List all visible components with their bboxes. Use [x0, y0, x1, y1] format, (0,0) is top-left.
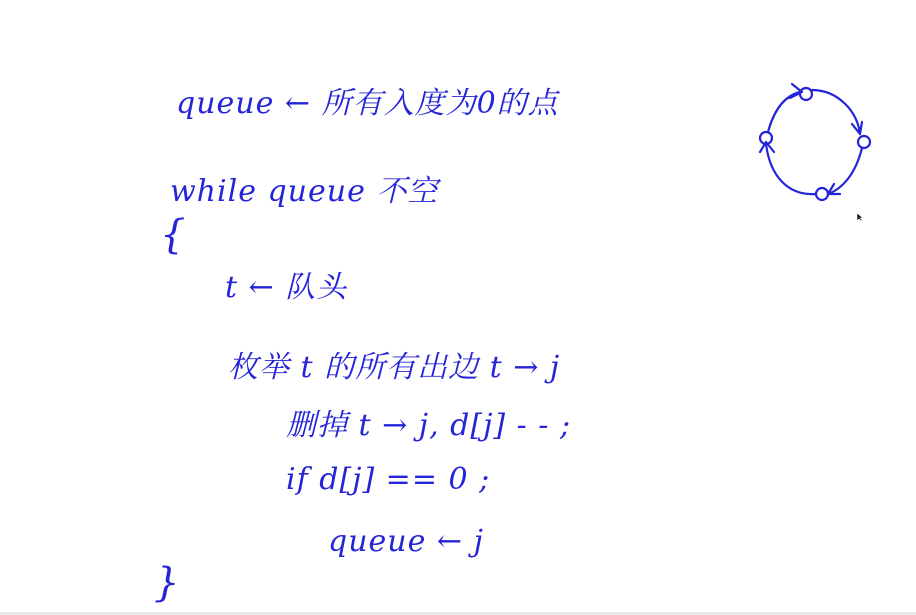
note-line-enumerate-edges: 枚举 t 的所有出边 t → j [228, 350, 561, 385]
graph-node-bottom [816, 188, 828, 200]
mouse-pointer-icon [856, 212, 864, 222]
note-line-push-queue: queue ← j [328, 524, 484, 559]
cycle-graph-sketch-icon [748, 72, 888, 212]
note-line-queue-init: queue ← 所有入度为0的点 [176, 86, 559, 121]
note-line-if-zero: if d[j] == 0 ; [286, 462, 491, 497]
graph-edge-top-right [812, 90, 860, 134]
note-line-pop-head: t ← 队头 [225, 270, 348, 305]
note-line-delete-edge: 删掉 t → j, d[j] - - ; [286, 408, 572, 443]
graph-edge-left-top [768, 92, 800, 132]
note-brace-open: { [160, 212, 187, 258]
note-brace-close: } [154, 560, 181, 606]
note-line-while: while queue 不空 [170, 174, 439, 209]
graph-node-right [858, 136, 870, 148]
graph-node-top [800, 88, 812, 100]
